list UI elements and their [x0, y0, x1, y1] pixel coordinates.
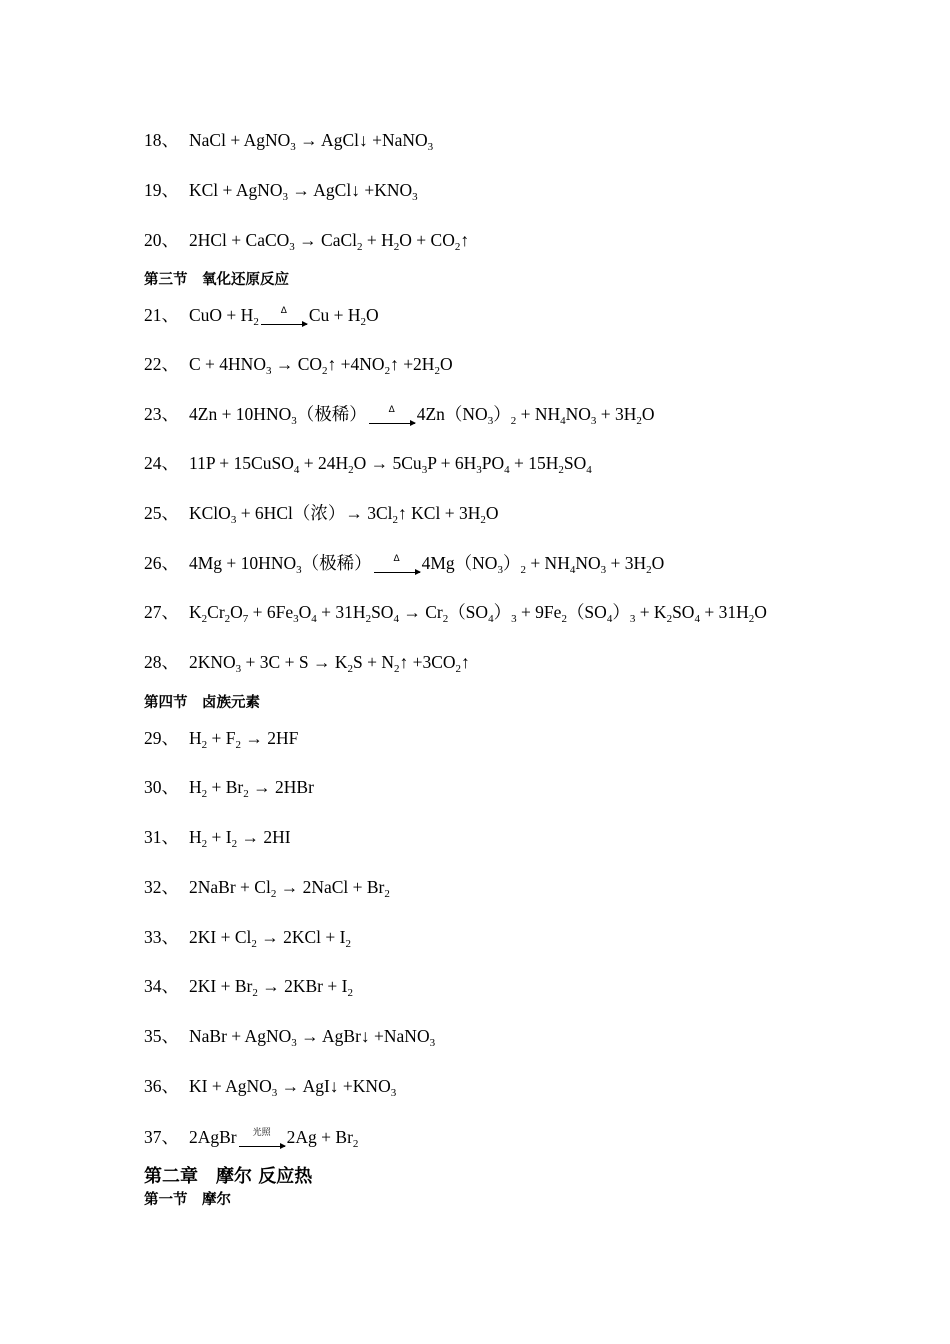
light-condition-arrow: 光照: [239, 1140, 285, 1141]
equation-number: 33、: [144, 927, 179, 947]
equation-number: 30、: [144, 777, 179, 797]
equation-21: 21、 CuO + $H_2$ Δ $Cu + H_2O$: [144, 305, 379, 328]
equation-22: 22、 $C + 4HNO_3$ → $CO_2↑$ $+4NO_2↑ +2H_2O$: [144, 354, 453, 377]
equation-31: 31、 $H_2 + I_2 \to 2HI$: [144, 827, 291, 850]
equation-32: 32、 2NaBr + $Cl_2$ → 2NaCl + $Br_2$: [144, 877, 390, 900]
heat-condition-arrow: Δ: [374, 566, 420, 567]
conc-label: （浓）: [292, 503, 346, 523]
equation-number: 28、: [144, 652, 179, 672]
dilute-label: （极稀）: [296, 404, 367, 424]
equation-number: 37、: [144, 1127, 179, 1147]
equation-26: 26、 $4Mg + 10HNO_3$（极稀） Δ $4Mg(NO_3)_2 + NH_4NO_3 + 3H_2O$: [144, 553, 665, 576]
equation-number: 22、: [144, 354, 179, 374]
equation-19: 19、 KCl + AgNO$_3$ → AgCl↓ $+KNO_3$: [144, 180, 418, 203]
chapter-heading-2: 第二章 摩尔 反应热: [144, 1166, 313, 1187]
dilute-label: （极稀）: [301, 553, 372, 573]
equation-30: 30、 $H_2 + Br_2 \to 2HBr$: [144, 777, 314, 800]
equation-35: 35、 NaBr + AgNO$_3$ → AgBr↓ +NaNO$_3$: [144, 1026, 436, 1049]
equation-20: 20、 2HCl + CaCO$_3$ → CaCl$_2$ + $H_2O$ + $CO_2↑$: [144, 230, 470, 253]
heat-condition-arrow: Δ: [261, 318, 307, 319]
equation-number: 25、: [144, 503, 179, 523]
equation-number: 31、: [144, 827, 179, 847]
equation-number: 26、: [144, 553, 179, 573]
equation-number: 20、: [144, 230, 179, 250]
section-heading-4: 第四节 卤族元素: [144, 695, 260, 711]
equation-number: 34、: [144, 976, 179, 996]
equation-27: 27、 $K_2Cr_2O_7 + 6Fe_3O_4 + 31H_2SO_4 \to Cr_2(SO_4)_3 + 9Fe_2(SO_4)_3 + K_2SO_4 + 31H_2O$: [144, 602, 767, 625]
equation-number: 23、: [144, 404, 179, 424]
equation-number: 35、: [144, 1026, 179, 1046]
equation-number: 19、: [144, 180, 179, 200]
equation-number: 21、: [144, 305, 179, 325]
equation-number: 18、: [144, 130, 179, 150]
equation-29: 29、 $H_2 + F_2 \to 2HF$: [144, 728, 299, 751]
equation-24: 24、 11P + 15CuSO$_4$ + $24H_2O \to 5Cu_3P + 6H_3PO_4 + 15H_2SO_4$: [144, 453, 592, 476]
equation-23: 23、 $4Zn + 10HNO_3$（极稀） Δ $4Zn(NO_3)_2 + NH_4NO_3 + 3H_2O$: [144, 404, 655, 427]
section-heading-3: 第三节 氧化还原反应: [144, 272, 289, 288]
equation-number: 29、: [144, 728, 179, 748]
equation-36: 36、 KI + AgNO$_3$ → AgI↓ $+KNO_3$: [144, 1076, 397, 1099]
equation-18: 18、 NaCl + AgNO$_3$ → AgCl↓ +NaNO$_3$: [144, 130, 434, 153]
equation-33: 33、 $2KI + Cl_2 \to 2KCl + I_2$: [144, 927, 351, 950]
equation-28: 28、 $2KNO_3 + 3C + S \to K_2S$ + $N_2↑$ $+3CO_2↑$: [144, 652, 470, 675]
equation-number: 32、: [144, 877, 179, 897]
equation-34: 34、 $2KI + Br_2 \to 2KBr + I_2$: [144, 976, 353, 999]
equation-number: 24、: [144, 453, 179, 473]
heat-condition-arrow: Δ: [369, 417, 415, 418]
equation-number: 36、: [144, 1076, 179, 1096]
equation-37: 37、 2AgBr 光照 $2Ag + Br_2$: [144, 1127, 359, 1150]
equation-number: 27、: [144, 602, 179, 622]
section-heading-1: 第一节 摩尔: [144, 1192, 231, 1208]
equation-25: 25、 KClO$_3$ + 6HCl（浓）→ $3Cl_2↑$ KCl + $3H_2O$: [144, 503, 499, 526]
